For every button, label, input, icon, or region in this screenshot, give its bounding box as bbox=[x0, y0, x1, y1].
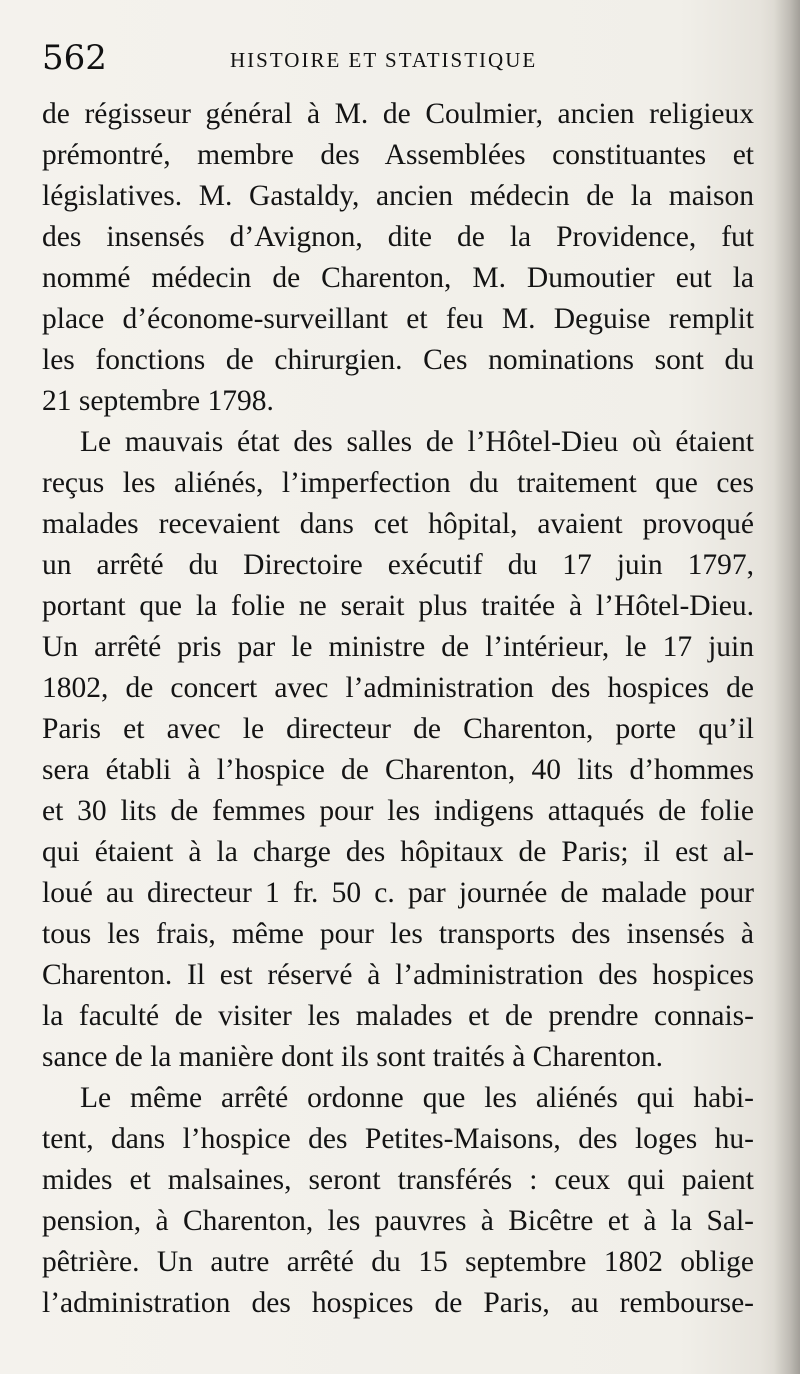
text-line: Paris et avec le directeur de Charenton, porte qu’il bbox=[42, 713, 754, 745]
text-line: prémontré, membre des Assemblées constituantes et bbox=[42, 139, 754, 171]
text-line: et 30 lits de femmes pour les indigens attaqués de folie bbox=[42, 795, 754, 827]
page-edge-shadow bbox=[774, 0, 800, 1374]
text-line: un arrêté du Directoire exécutif du 17 juin 1797, bbox=[42, 549, 754, 581]
text-line: Charenton. Il est réservé à l’administration des hospices bbox=[42, 959, 754, 991]
running-head: HISTOIRE ET STATISTIQUE bbox=[230, 48, 538, 72]
text-line: sance de la manière dont ils sont traités à Charenton. bbox=[42, 1041, 663, 1073]
text-line: sera établi à l’hospice de Charenton, 40 lits d’hommes bbox=[42, 754, 754, 786]
text-line: tent, dans l’hospice des Petites-Maisons, des loges hu- bbox=[42, 1123, 754, 1155]
text-line: place d’économe-surveillant et feu M. Deguise remplit bbox=[42, 303, 754, 335]
text-line: pension, à Charenton, les pauvres à Bicêtre et à la Sal- bbox=[42, 1205, 754, 1237]
text-line: 21 septembre 1798. bbox=[42, 385, 274, 417]
text-line: Le même arrêté ordonne que les aliénés qui habi- bbox=[80, 1082, 754, 1114]
text-line: pêtrière. Un autre arrêté du 15 septembre 1802 oblige bbox=[42, 1246, 754, 1278]
text-line: la faculté de visiter les malades et de prendre connais- bbox=[42, 1000, 754, 1032]
text-line: des insensés d’Avignon, dite de la Providence, fut bbox=[42, 221, 754, 253]
text-line: les fonctions de chirurgien. Ces nominations sont du bbox=[42, 344, 754, 376]
text-line: 1802, de concert avec l’administration des hospices de bbox=[42, 672, 754, 704]
text-line: l’administration des hospices de Paris, au rembourse- bbox=[42, 1287, 754, 1319]
text-line: tous les frais, même pour les transports des insensés à bbox=[42, 918, 754, 950]
text-line: loué au directeur 1 fr. 50 c. par journée de malade pour bbox=[42, 877, 754, 909]
body-text bbox=[42, 94, 754, 1324]
page-header bbox=[40, 38, 760, 88]
text-line: Un arrêté pris par le ministre de l’intérieur, le 17 juin bbox=[42, 631, 754, 663]
text-line: législatives. M. Gastaldy, ancien médecin de la maison bbox=[42, 180, 754, 212]
text-line: malades recevaient dans cet hôpital, avaient provoqué bbox=[42, 508, 754, 540]
text-line: nommé médecin de Charenton, M. Dumoutier eut la bbox=[42, 262, 754, 294]
text-line: Le mauvais état des salles de l’Hôtel-Dieu où étaient bbox=[80, 426, 754, 458]
page-number: 562 bbox=[42, 38, 107, 78]
text-line: de régisseur général à M. de Coulmier, ancien religieux bbox=[42, 98, 754, 130]
text-line: reçus les aliénés, l’imperfection du traitement que ces bbox=[42, 467, 754, 499]
text-line: qui étaient à la charge des hôpitaux de Paris; il est al- bbox=[42, 836, 754, 868]
text-line: portant que la folie ne serait plus traitée à l’Hôtel-Dieu. bbox=[42, 590, 754, 622]
text-line: mides et malsaines, seront transférés : ceux qui paient bbox=[42, 1164, 754, 1196]
